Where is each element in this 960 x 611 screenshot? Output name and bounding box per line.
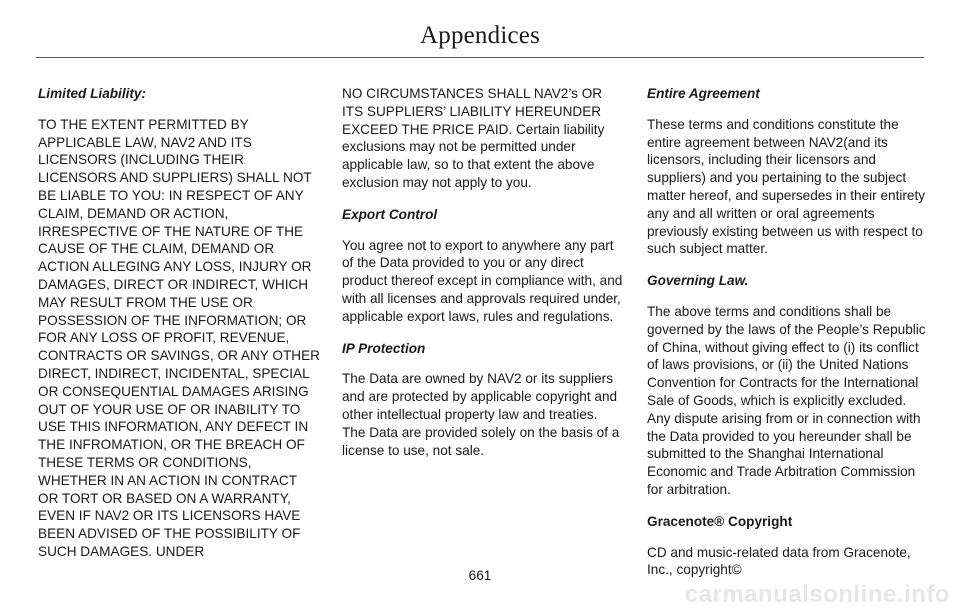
column-2 [342,85,624,473]
header-divider [36,57,924,58]
column-1 [38,85,320,575]
limited-liability-continuation: NO CIRCUMSTANCES SHALL NAV2’s OR ITS SUPPLIERS’ LIABILITY HEREUNDER EXCEED THE PRICE PAID. Certain liability exclusions may not be permitted under applicable law, so to that extent the above exclusion may not apply to you. [342,86,605,190]
section-heading-limited-liability: Limited Liability: [38,86,146,101]
watermark: carmanualsonline.info [684,581,950,608]
section-heading-ip-protection: IP Protection [342,340,426,356]
page-number: 661 [468,568,492,583]
section-heading-gracenote-copyright: Gracenote® Copyright [647,513,793,529]
column-3 [647,85,929,593]
gracenote-copyright-text: CD and music-related data from Gracenote, Inc., copyright© [647,544,911,578]
ip-protection-text: The Data are owned by NAV2 or its suppliers and are protected by applicable copyright and other intellectual property law and treaties. The Data are provided solely on the basis of a license to use, not sale. [342,371,620,458]
section-heading-export-control: Export Control [342,206,438,222]
section-heading-governing-law: Governing Law. [647,273,749,289]
limited-liability-text: TO THE EXTENT PERMITTED BY APPLICABLE LAW, NAV2 AND ITS LICENSORS (INCLUDING THEIR LICENSORS AND SUPPLIERS) SHALL NOT BE LIABLE TO YOU: IN RESPECT OF ANY CLAIM, DEMAND OR ACTION, IRRESPECTIVE OF THE NATURE OF THE CAUSE OF THE CLAIM, DEMAND OR ACTION ALLEGING ANY LOSS, INJURY OR DAMAGES, DIRECT OR INDIRECT, WHICH MAY RESULT FROM THE USE OR POSSESSION OF THE INFORMATION; OR FOR ANY LOSS OF PROFIT, REVENUE, CONTRACTS OR SAVINGS, OR ANY OTHER DIRECT, INDIRECT, INCIDENTAL, SPECIAL OR CONSEQUENTIAL DAMAGES ARISING OUT OF YOUR USE OF OR INABILITY TO USE THIS INFORMATION, ANY DEFECT IN THE INFROMATION, OR THE BREACH OF THESE TERMS OR CONDITIONS, WHETHER IN AN ACTION IN CONTRACT OR TORT OR BASED ON A WARRANTY, EVEN IF NAV2 OR ITS LICENSORS HAVE BEEN ADVISED OF THE POSSIBILITY OF SUCH DAMAGES. UNDER [38,116,320,559]
page-title: Appendices [419,22,541,49]
section-heading-entire-agreement: Entire Agreement [647,86,760,101]
entire-agreement-text: These terms and conditions constitute the entire agreement between NAV2(and its licensors, including their licensors and suppliers) and you pertaining to the subject matter hereof, and supersedes in their entirety any and all written or oral agreements previously existing between us with respect to such subject matter. [647,116,926,257]
export-control-text: You agree not to export to anywhere any part of the Data provided to you or any direct product thereof except in compliance with, and with all licenses and approvals required under, applicable export laws, rules and regulations. [342,237,623,324]
governing-law-text: The above terms and conditions shall be governed by the laws of the People’s Republic of China, without giving effect to (i) its conflict of laws provisions, or (ii) the United Nations Convention for Contracts for the International Sale of Goods, which is explicitly excluded. Any dispute arising from or in connection with the Data provided to you hereunder shall be submitted to the Shanghai International Economic and Trade Arbitration Commission for arbitration. [647,303,926,497]
